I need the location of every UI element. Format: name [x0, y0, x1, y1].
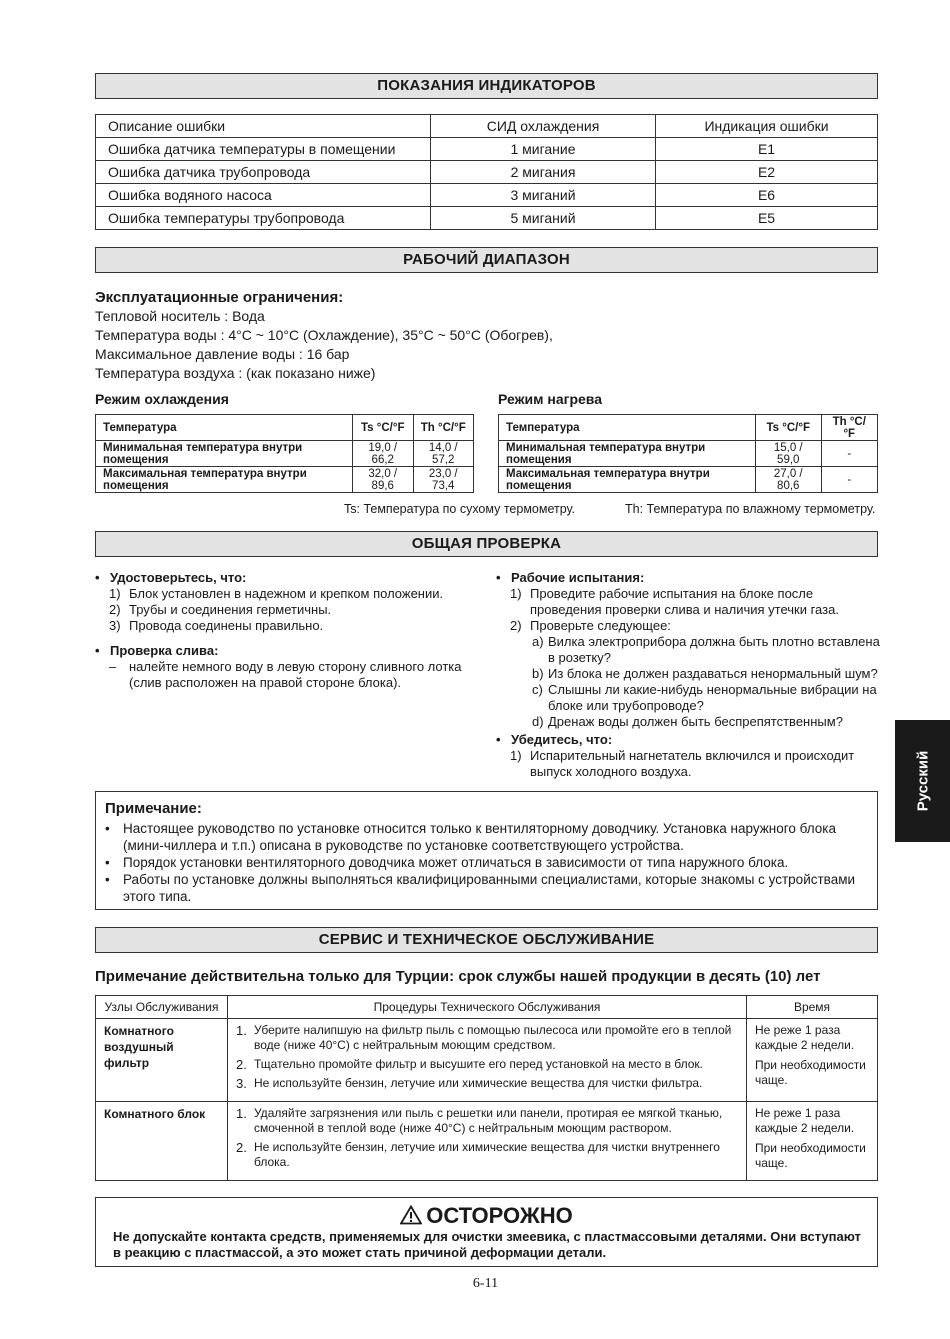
table-row [96, 207, 878, 230]
list-item-text: Проверьте следующее: [530, 618, 671, 633]
bullet-item: • Удостоверьтесь, что: [95, 570, 247, 585]
section-header-range: РАБОЧИЙ ДИАПАЗОН [95, 247, 878, 273]
table-header: СИД охлаждения [431, 115, 656, 138]
warning-box [95, 1197, 878, 1267]
bullet-item: • Убедитесь, что: [496, 732, 613, 747]
table-row [96, 441, 474, 467]
limits-line: Температура воздуха : (как показано ниже) [95, 365, 376, 381]
turkey-note: Примечание действительна только для Турции: срок службы нашей продукции в десять (10) лет [95, 968, 821, 985]
table-cell: Минимальная температура внутри помещения [499, 441, 756, 467]
service-procedures [228, 1102, 747, 1181]
table-header: Процедуры Технического Обслуживания [228, 996, 747, 1019]
table-cell: 27,0 / 80,6 [756, 467, 822, 493]
procedure-item: 1. Удаляйте загрязнения или пыль с решетки или панели, протирая ее мягкой тканью, смоченной в теплой воде (ниже 40°C) с нейтральным моющим раствором. [236, 1106, 738, 1136]
table-cell: Максимальная температура внутри помещения [96, 467, 353, 493]
page-number: 6-11 [472, 1276, 499, 1291]
procedure-item: 2. Тщательно промойте фильтр и высушите его перед установкой на место в блок. [236, 1057, 704, 1072]
section-header-indicators: ПОКАЗАНИЯ ИНДИКАТОРОВ [95, 73, 878, 99]
limits-line: Температура воды : 4°C ~ 10°C (Охлаждение), 35°C ~ 50°C (Обогрев), [95, 327, 553, 343]
note-item-text: Порядок установки вентиляторного доводчика может отличаться в зависимости от типа наружного блока. [123, 855, 789, 870]
list-item-text: налейте немного воду в левую сторону сливного лотка (слив расположен на правой стороне блока). [129, 659, 462, 690]
table-cell: 15,0 / 59,0 [756, 441, 822, 467]
warning-text: Не допускайте контакта средств, применяемых для очистки змеевика, с пластмассовыми деталями. Они вступают в реакцию с пластмассой, а это может стать причиной деформации детали. [113, 1229, 861, 1260]
heating-mode-title: Режим нагрева [498, 391, 602, 407]
table-row [96, 138, 878, 161]
list-item: 3) Провода соединены правильно. [109, 618, 324, 633]
table-header: Температура [499, 415, 756, 441]
table-row [96, 1019, 878, 1102]
list-item-text: Вилка электроприбора должна быть плотно вставлена в розетку? [548, 634, 880, 665]
table-cell: 23,0 / 73,4 [413, 467, 474, 493]
service-time [747, 1102, 878, 1181]
list-item: – налейте немного воду в левую сторону сливного лотка (слив расположен на правой стороне блока). [95, 659, 480, 691]
table-header: Время [747, 996, 878, 1019]
procedure-text: Не используйте бензин, летучие или химические вещества для чистки внутреннего блока. [254, 1140, 720, 1169]
section-header-check: ОБЩАЯ ПРОВЕРКА [95, 531, 878, 557]
list-item: 1) Блок установлен в надежном и крепком положении. [109, 586, 444, 601]
bullet-heading: Проверка слива: [110, 643, 219, 658]
table-cell: - [821, 441, 878, 467]
table-cell: 3 миганий [431, 184, 656, 207]
procedure-text: Удаляйте загрязнения или пыль с решетки или панели, протирая ее мягкой тканью, смоченной в теплой воде (ниже 40°C) с нейтральным моющим раствором. [254, 1106, 723, 1135]
warning-triangle-icon [400, 1205, 422, 1225]
warning-title: ОСТОРОЖНО [426, 1203, 573, 1228]
list-item: 2) Трубы и соединения герметичны. [109, 602, 332, 617]
note-item: • Работы по установке должны выполняться квалифицированными специалистами, которые знакомы с устройствами этого типа. [105, 871, 870, 905]
list-item-text: Из блока не должен раздаваться ненормальный шум? [548, 666, 878, 681]
procedure-text: Не используйте бензин, летучие или химические вещества для чистки фильтра. [254, 1076, 703, 1090]
table-header: Узлы Обслуживания [96, 996, 228, 1019]
table-cell: E5 [656, 207, 878, 230]
service-unit: Комнатного воздушный фильтр [96, 1019, 228, 1102]
note-item-text: Работы по установке должны выполняться квалифицированными специалистами, которые знакомы с устройствами этого типа. [123, 872, 856, 904]
note-title: Примечание: [105, 800, 202, 817]
table-header: Температура [96, 415, 353, 441]
table-header: Ts °C/°F [756, 415, 822, 441]
limits-line: Тепловой носитель : Вода [95, 308, 265, 324]
list-item: c) Слышны ли какие-нибудь ненормальные вибрации на блоке или трубопроводе? [496, 682, 880, 714]
language-side-tab [895, 720, 950, 842]
table-cell: - [821, 467, 878, 493]
list-item: 1) Проведите рабочие испытания на блоке после проведения проверки слива и наличия утечки газа. [496, 586, 880, 618]
indicators-table [95, 114, 878, 230]
table-header-row [96, 415, 474, 441]
table-row [499, 467, 878, 493]
table-row [96, 161, 878, 184]
limits-line: Максимальное давление воды : 16 бар [95, 346, 350, 362]
table-cell: Ошибка датчика температуры в помещении [96, 138, 431, 161]
table-cell: Максимальная температура внутри помещения [499, 467, 756, 493]
time-text: При необходимости чаще. [755, 1141, 866, 1170]
bullet-item: • Рабочие испытания: [496, 570, 645, 585]
bullet-heading: Рабочие испытания: [511, 570, 645, 585]
table-cell: E6 [656, 184, 878, 207]
time-text: Не реже 1 раза каждые 2 недели. [755, 1023, 855, 1052]
procedure-text: Уберите налипшую на фильтр пыль с помощью пылесоса или промойте его в теплой воде (ниже 40°C) с нейтральным моющим средством. [254, 1023, 732, 1052]
table-cell: Минимальная температура внутри помещения [96, 441, 353, 467]
note-item-text: Настоящее руководство по установке относится только к вентиляторному доводчику. Установка наружного блока (мини-чиллера и т.п.) описана в руководстве по установке соответствующего устройства. [123, 821, 837, 853]
procedure-text: Тщательно промойте фильтр и высушите его перед установкой на место в блок. [254, 1057, 704, 1071]
list-item-text: Проведите рабочие испытания на блоке после проведения проверки слива и наличия утечки газа. [530, 586, 839, 617]
table-header-row [96, 115, 878, 138]
warning-title-row [96, 1203, 877, 1229]
table-cell: E1 [656, 138, 878, 161]
note-items [105, 820, 870, 905]
table-cell: Ошибка водяного насоса [96, 184, 431, 207]
list-item-text: Испарительный нагнетатель включился и происходит выпуск холодного воздуха. [530, 748, 855, 779]
cooling-mode-title: Режим охлаждения [95, 391, 229, 407]
table-cell: 14,0 / 57,2 [413, 441, 474, 467]
list-item-text: Дренаж воды должен быть беспрепятственным? [548, 714, 843, 729]
list-item-text: Провода соединены правильно. [129, 618, 324, 633]
note-box [95, 791, 878, 910]
table-header-row [499, 415, 878, 441]
table-row [96, 467, 474, 493]
cooling-table [95, 414, 474, 493]
table-header: Ts °C/°F [353, 415, 414, 441]
bullet-heading: Удостоверьтесь, что: [110, 570, 247, 585]
time-text: Не реже 1 раза каждые 2 недели. [755, 1106, 855, 1135]
table-row [96, 1102, 878, 1181]
table-cell: Ошибка температуры трубопровода [96, 207, 431, 230]
list-item: b) Из блока не должен раздаваться ненормальный шум? [532, 666, 878, 681]
table-header-row [96, 996, 878, 1019]
table-cell: 1 мигание [431, 138, 656, 161]
section-header-service: СЕРВИС И ТЕХНИЧЕСКОЕ ОБСЛУЖИВАНИЕ [95, 927, 878, 953]
table-row [96, 184, 878, 207]
procedure-item: 3. Не используйте бензин, летучие или химические вещества для чистки фильтра. [236, 1076, 703, 1091]
time-text: При необходимости чаще. [755, 1058, 866, 1087]
limits-heading: Эксплуатационные ограничения: [95, 289, 344, 306]
bullet-heading: Убедитесь, что: [511, 732, 613, 747]
table-header: Описание ошибки [96, 115, 431, 138]
table-header: Индикация ошибки [656, 115, 878, 138]
footnote-ts: Ts: Температура по сухому термометру. [344, 502, 576, 516]
table-cell: E2 [656, 161, 878, 184]
check-right-column [496, 570, 880, 780]
note-item: • Порядок установки вентиляторного доводчика может отличаться в зависимости от типа наружного блока. [105, 855, 789, 870]
service-table [95, 995, 878, 1181]
list-item-text: Блок установлен в надежном и крепком положении. [129, 586, 444, 601]
table-header: Th °C/°F [413, 415, 474, 441]
list-item: 2) Проверьте следующее: [510, 618, 671, 633]
table-cell: 32,0 / 89,6 [353, 467, 414, 493]
service-unit: Комнатного блок [96, 1102, 228, 1181]
list-item-text: Слышны ли какие-нибудь ненормальные вибрации на блоке или трубопроводе? [548, 682, 877, 713]
list-item-text: Трубы и соединения герметичны. [129, 602, 332, 617]
footnote-th: Th: Температура по влажному термометру. [625, 502, 876, 516]
check-left-column [95, 570, 480, 691]
table-cell: Ошибка датчика трубопровода [96, 161, 431, 184]
table-header: Th °C/°F [821, 415, 878, 441]
heating-table [498, 414, 878, 493]
procedure-item: 2. Не используйте бензин, летучие или химические вещества для чистки внутреннего блока. [236, 1140, 738, 1170]
service-time [747, 1019, 878, 1102]
table-cell: 5 миганий [431, 207, 656, 230]
list-item: a) Вилка электроприбора должна быть плотно вставлена в розетку? [532, 634, 880, 665]
language-label: Русский [914, 750, 931, 812]
operating-limits [95, 288, 553, 383]
note-item: • Настоящее руководство по установке относится только к вентиляторному доводчику. Установка наружного блока (мини-чиллера и т.п.) описана в руководстве по установке соответствующего устройства. [105, 820, 870, 854]
table-row [499, 441, 878, 467]
table-cell: 2 мигания [431, 161, 656, 184]
procedure-item: 1. Уберите налипшую на фильтр пыль с помощью пылесоса или промойте его в теплой воде (ниже 40°C) с нейтральным моющим средством. [236, 1023, 738, 1053]
table-cell: 19,0 / 66,2 [353, 441, 414, 467]
bullet-item: • Проверка слива: [95, 643, 219, 658]
service-procedures [228, 1019, 747, 1102]
list-item: d) Дренаж воды должен быть беспрепятственным? [532, 714, 843, 729]
list-item: 1) Испарительный нагнетатель включился и происходит выпуск холодного воздуха. [496, 748, 880, 780]
